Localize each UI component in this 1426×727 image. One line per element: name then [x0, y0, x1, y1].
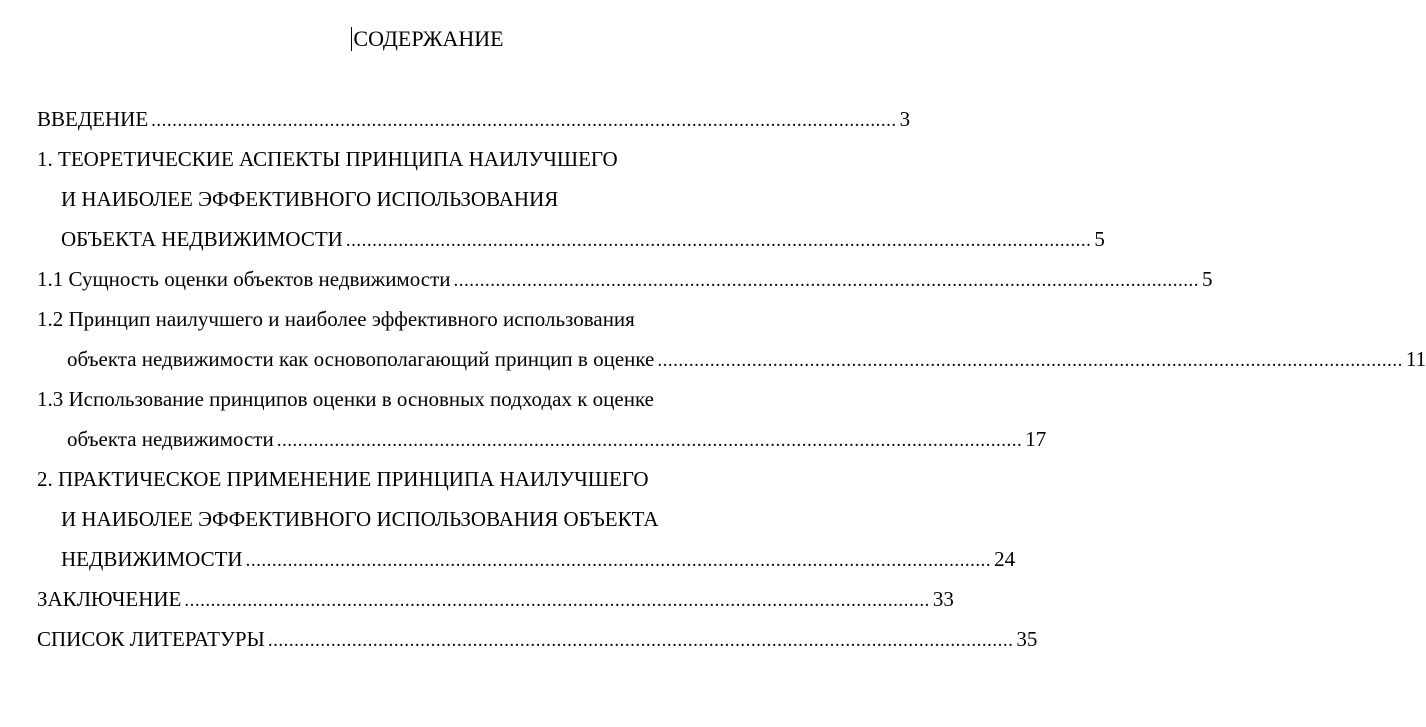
- toc-page-number: 5: [1201, 267, 1213, 291]
- toc-page-number: 24: [994, 547, 1016, 571]
- toc-entry-text: И НАИБОЛЕЕ ЭФФЕКТИВНОГО ИСПОЛЬЗОВАНИЯ ОБЪЕКТА: [61, 507, 659, 531]
- toc-entry-introduction[interactable]: [37, 102, 911, 142]
- toc-entry-section-1-3[interactable]: [37, 382, 814, 422]
- toc-entry-section-1-1[interactable]: [37, 262, 1213, 302]
- toc-leader: ..............................................................................................................................................: [245, 550, 992, 571]
- toc-entry-section-1-2[interactable]: [37, 302, 814, 342]
- toc-entry-text: ОБЪЕКТА НЕДВИЖИМОСТИ: [61, 227, 343, 251]
- toc-page-number: 11: [1405, 347, 1426, 371]
- toc-entry-text: ВВЕДЕНИЕ: [37, 107, 149, 131]
- toc-leader: ..............................................................................................................................................: [151, 110, 897, 131]
- toc-entry-chapter-2-end[interactable]: [37, 542, 1016, 582]
- page-title: [0, 26, 855, 52]
- toc-entry-text: НЕДВИЖИМОСТИ: [61, 547, 243, 571]
- toc-entry-text: 1. ТЕОРЕТИЧЕСКИЕ АСПЕКТЫ ПРИНЦИПА НАИЛУЧШЕГО: [37, 147, 618, 171]
- toc-entry-chapter-2[interactable]: [37, 462, 814, 502]
- toc-entry-chapter-1-end[interactable]: [37, 222, 1105, 262]
- toc-leader: ..............................................................................................................................................: [184, 590, 930, 611]
- toc-leader: ..............................................................................................................................................: [267, 630, 1014, 651]
- toc-entry-text: 1.1 Сущность оценки объектов недвижимости: [37, 267, 451, 291]
- toc-page-number: 3: [899, 107, 911, 131]
- toc-leader: ..............................................................................................................................................: [453, 270, 1199, 291]
- toc-entry-section-1-2-end[interactable]: [37, 342, 1426, 382]
- toc-page-number: 17: [1025, 427, 1047, 451]
- toc-entry-chapter-2-cont[interactable]: [37, 502, 814, 542]
- toc-page-number: 33: [932, 587, 954, 611]
- toc-entry-text: объекта недвижимости как основополагающий принцип в оценке: [67, 347, 655, 371]
- toc-entry-text: объекта недвижимости: [67, 427, 274, 451]
- toc-entry-text: 2. ПРАКТИЧЕСКОЕ ПРИМЕНЕНИЕ ПРИНЦИПА НАИЛУЧШЕГО: [37, 467, 649, 491]
- toc-page-number: 35: [1016, 627, 1038, 651]
- toc-entry-text: 1.2 Принцип наилучшего и наиболее эффективного использования: [37, 307, 635, 331]
- page-title-text: СОДЕРЖАНИЕ: [353, 26, 504, 51]
- toc-entry-conclusion[interactable]: [37, 582, 954, 622]
- toc-entry-chapter-1[interactable]: [37, 142, 814, 182]
- toc-entry-references[interactable]: [37, 622, 1038, 662]
- toc-leader: ..............................................................................................................................................: [345, 230, 1092, 251]
- toc-leader: ..............................................................................................................................................: [276, 430, 1023, 451]
- toc-entry-section-1-3-end[interactable]: [37, 422, 1047, 462]
- toc-entry-text: И НАИБОЛЕЕ ЭФФЕКТИВНОГО ИСПОЛЬЗОВАНИЯ: [61, 187, 559, 211]
- toc-leader: ..............................................................................................................................................: [657, 350, 1403, 371]
- toc-page-number: 5: [1094, 227, 1105, 251]
- toc-entry-chapter-1-cont[interactable]: [37, 182, 814, 222]
- table-of-contents: [37, 102, 1426, 662]
- toc-entry-text: ЗАКЛЮЧЕНИЕ: [37, 587, 182, 611]
- toc-entry-text: 1.3 Использование принципов оценки в основных подходах к оценке: [37, 387, 654, 411]
- toc-entry-text: СПИСОК ЛИТЕРАТУРЫ: [37, 627, 265, 651]
